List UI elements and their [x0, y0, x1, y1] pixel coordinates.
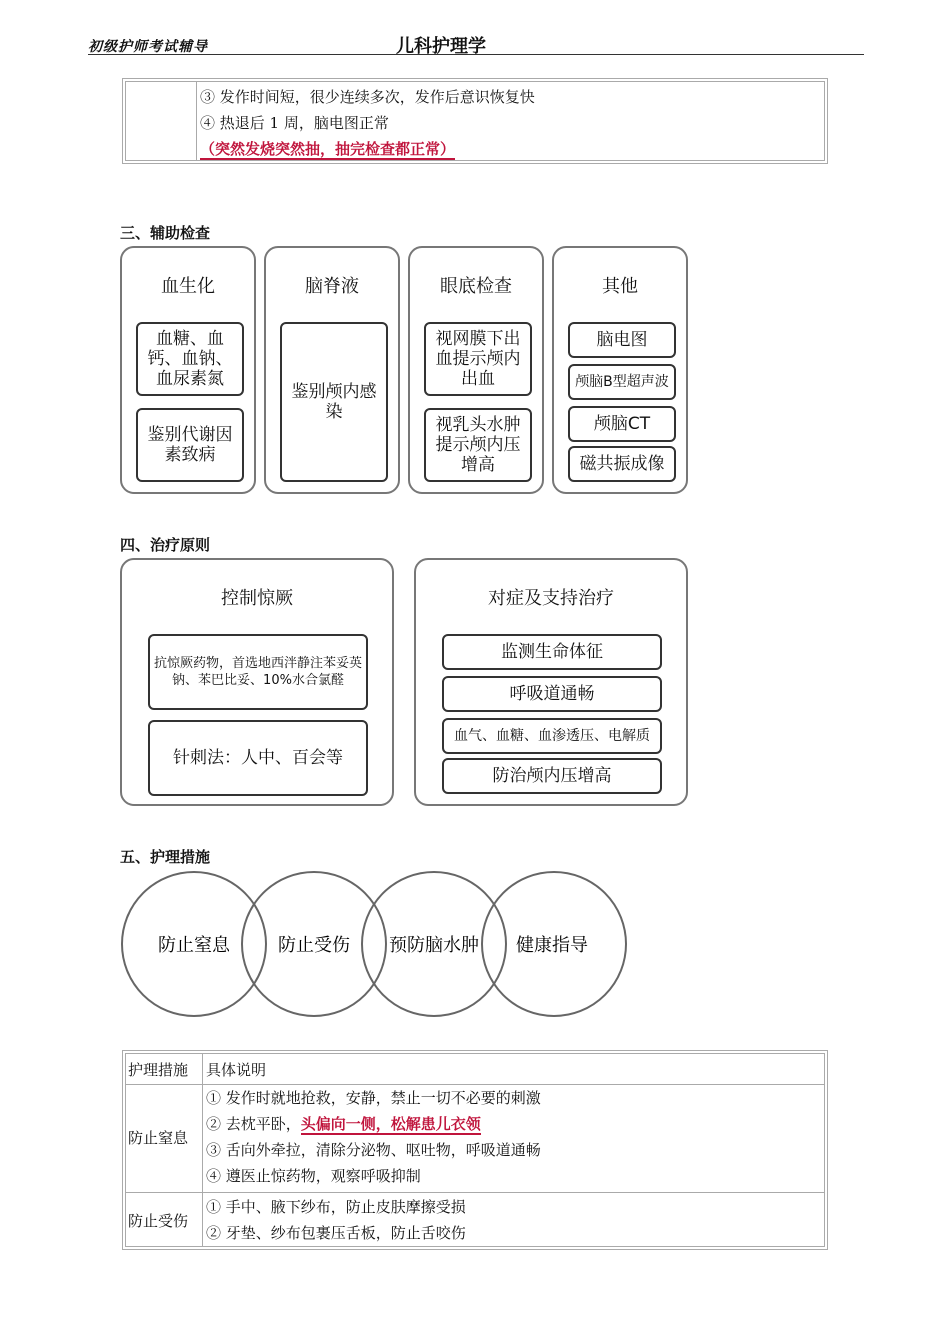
care-table-header-detail: 具体说明 — [206, 1061, 267, 1079]
treat-control-item-drugs: 抗惊厥药物，首选地西泮静注苯妥英钠、苯巴比妥、10%水合氯醛 — [148, 634, 368, 710]
care-row-1-highlight: 头偏向一侧，松解患儿衣领 — [300, 1115, 481, 1133]
aux-csf-item-1: 鉴别颅内感染 — [280, 322, 388, 482]
top-table-line-3: ③ 发作时间短，很少连续多次，发作后意识恢复快 — [200, 88, 535, 106]
aux-group-csf-title: 脑脊液 — [305, 276, 359, 297]
treat-support-item-vitals: 监测生命体征 — [442, 634, 662, 670]
top-table-highlight — [200, 139, 455, 159]
aux-group-other-title: 其他 — [602, 276, 638, 297]
aux-other-item-ct: 颅脑CT — [568, 406, 676, 442]
care-row-1-measure: 防止窒息 — [128, 1129, 189, 1147]
care-row-1-line-3: ③ 舌向外牵拉，清除分泌物、呕吐物，呼吸道通畅 — [206, 1141, 541, 1159]
aux-other-item-eeg: 脑电图 — [568, 322, 676, 358]
aux-other-item-ultrasound: 颅脑B型超声波 — [568, 364, 676, 400]
header-subject-title: 儿科护理学 — [396, 36, 486, 57]
care-row-1-line-2 — [206, 1114, 481, 1134]
treat-group-support-title: 对症及支持治疗 — [488, 588, 614, 609]
care-table-inner — [125, 1053, 825, 1247]
venn-label-education: 健康指导 — [516, 935, 588, 956]
aux-blood-item-2: 鉴别代谢因素致病 — [136, 408, 244, 482]
treat-group-control-title: 控制惊厥 — [221, 588, 293, 609]
header-divider — [88, 54, 864, 55]
care-row-1-line-2-text: ② 去枕平卧， — [206, 1115, 301, 1133]
care-row-2-line-2: ② 牙垫、纱布包裹压舌板，防止舌咬伤 — [206, 1224, 466, 1242]
header-course-title: 初级护师考试辅导 — [88, 39, 208, 55]
aux-group-blood-title: 血生化 — [161, 276, 215, 297]
care-table — [122, 1050, 828, 1250]
top-table-line-4: ④ 热退后 1 周，脑电图正常 — [200, 114, 389, 132]
treat-support-item-labs: 血气、血糖、血渗透压、电解质 — [442, 718, 662, 754]
care-table-column-divider — [202, 1054, 203, 1246]
care-row-1-line-1: ① 发作时就地抢救，安静，禁止一切不必要的刺激 — [206, 1089, 541, 1107]
venn-label-asphyxia: 防止窒息 — [158, 935, 230, 956]
care-row-2-measure: 防止受伤 — [128, 1212, 189, 1230]
treat-control-item-acupuncture: 针刺法：人中、百会等 — [148, 720, 368, 796]
care-table-row-rule — [126, 1192, 824, 1193]
aux-group-fundus-title: 眼底检查 — [440, 276, 512, 297]
treat-group-control — [120, 558, 394, 806]
section-3-title: 三、辅助检查 — [120, 224, 211, 242]
venn-label-edema: 预防脑水肿 — [389, 935, 479, 956]
top-table-inner — [125, 81, 825, 161]
care-row-1-line-4: ④ 遵医止惊药物，观察呼吸抑制 — [206, 1167, 421, 1185]
aux-other-item-mri: 磁共振成像 — [568, 446, 676, 482]
aux-fundus-item-1: 视网膜下出血提示颅内出血 — [424, 322, 532, 396]
treat-support-item-airway: 呼吸道通畅 — [442, 676, 662, 712]
care-venn-diagram — [110, 862, 640, 1026]
care-table-header-rule — [126, 1084, 824, 1085]
venn-label-injury: 防止受伤 — [278, 935, 350, 956]
aux-group-csf — [264, 246, 400, 494]
aux-group-fundus — [408, 246, 544, 494]
section-5-title: 五、护理措施 — [120, 848, 211, 866]
aux-blood-item-1: 血糖、血钙、血钠、血尿素氮 — [136, 322, 244, 396]
aux-group-blood — [120, 246, 256, 494]
treat-group-support — [414, 558, 688, 806]
section-4-title: 四、治疗原则 — [120, 536, 211, 554]
top-table — [122, 78, 828, 164]
care-row-2-line-1: ① 手中、腋下纱布，防止皮肤摩擦受损 — [206, 1198, 466, 1216]
top-table-highlight-text: （突然发烧突然抽，抽完检查都正常） — [200, 140, 456, 158]
treat-support-item-icp: 防治颅内压增高 — [442, 758, 662, 794]
top-table-column-divider — [196, 82, 197, 160]
care-table-header-measure: 护理措施 — [128, 1061, 189, 1079]
aux-fundus-item-2: 视乳头水肿提示颅内压增高 — [424, 408, 532, 482]
aux-group-other — [552, 246, 688, 494]
